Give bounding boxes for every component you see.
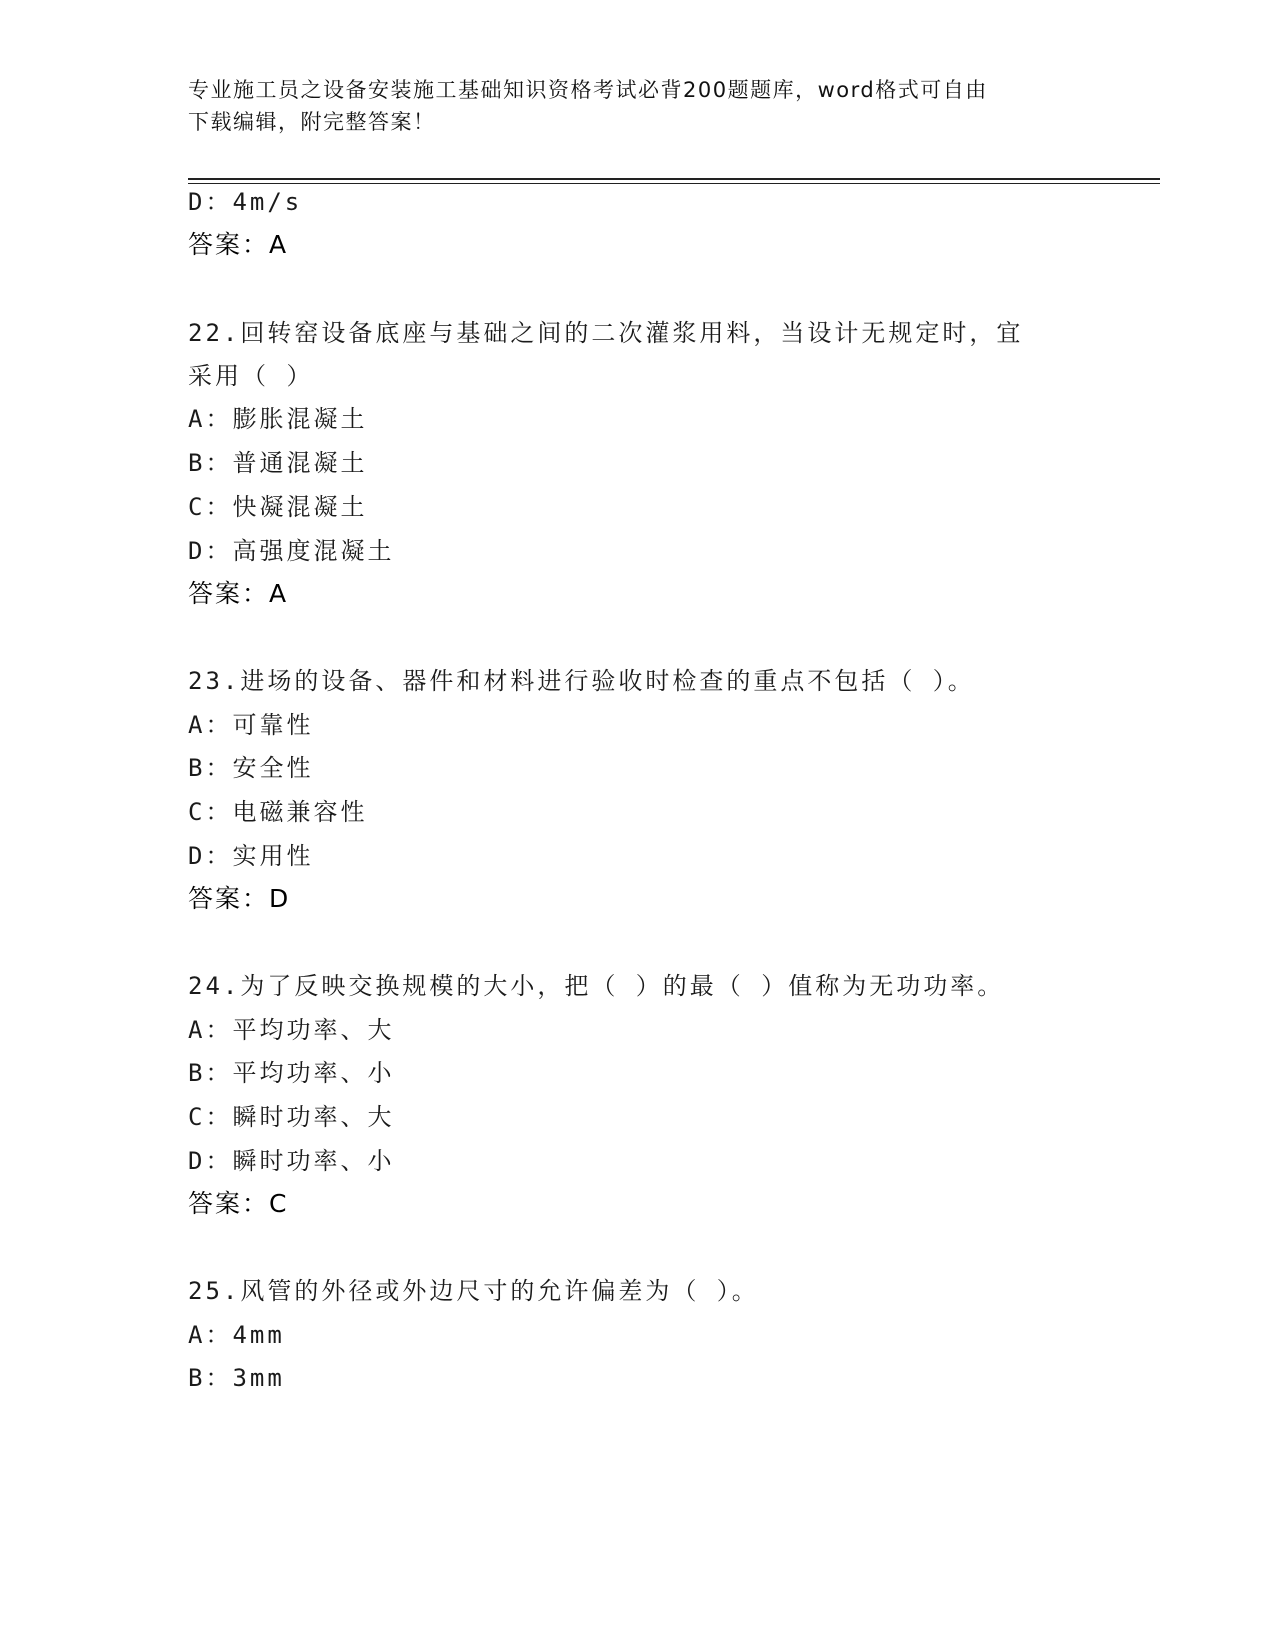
q22-option-d: D：高强度混凝土 xyxy=(188,537,395,565)
q22-stem-line-1: 22.回转窑设备底座与基础之间的二次灌浆用料，当设计无规定时，宜 xyxy=(188,319,1024,347)
q24-option-b: B：平均功率、小 xyxy=(188,1059,395,1087)
q24-stem: 24.为了反映交换规模的大小，把（ ）的最（ ）值称为无功功率。 xyxy=(188,972,1005,1000)
q22-stem-line-2: 采用（ ） xyxy=(188,362,314,390)
q23-option-b: B：安全性 xyxy=(188,754,314,782)
header-divider-thick xyxy=(188,178,1160,180)
header-divider-thin xyxy=(188,183,1160,184)
q25-option-a: A：4mm xyxy=(188,1321,285,1349)
q25-option-b: B：3mm xyxy=(188,1364,285,1392)
q23-stem: 23.进场的设备、器件和材料进行验收时检查的重点不包括（ ）。 xyxy=(188,667,975,695)
q22-option-c: C：快凝混凝土 xyxy=(188,493,368,521)
q25-stem: 25.风管的外径或外边尺寸的允许偏差为（ ）。 xyxy=(188,1277,759,1305)
q23-answer: 答案：D xyxy=(188,884,291,913)
prev-answer: 答案：A xyxy=(188,230,289,259)
q24-answer: 答案：C xyxy=(188,1189,289,1218)
document-header xyxy=(188,74,1088,138)
q23-option-a: A：可靠性 xyxy=(188,711,314,739)
header-line-2: 下载编辑，附完整答案！ xyxy=(188,110,436,134)
q23-option-d: D：实用性 xyxy=(188,842,314,870)
q24-option-a: A：平均功率、大 xyxy=(188,1016,395,1044)
q22-option-b: B：普通混凝土 xyxy=(188,449,368,477)
q22-option-a: A：膨胀混凝土 xyxy=(188,405,368,433)
prev-option-d: D：4m/s xyxy=(188,188,303,216)
q24-option-d: D：瞬时功率、小 xyxy=(188,1147,395,1175)
q24-option-c: C：瞬时功率、大 xyxy=(188,1103,395,1131)
header-line-1: 专业施工员之设备安装施工基础知识资格考试必背200题题库，word格式可自由 xyxy=(188,78,988,102)
q23-option-c: C：电磁兼容性 xyxy=(188,798,368,826)
q22-answer: 答案：A xyxy=(188,579,289,608)
